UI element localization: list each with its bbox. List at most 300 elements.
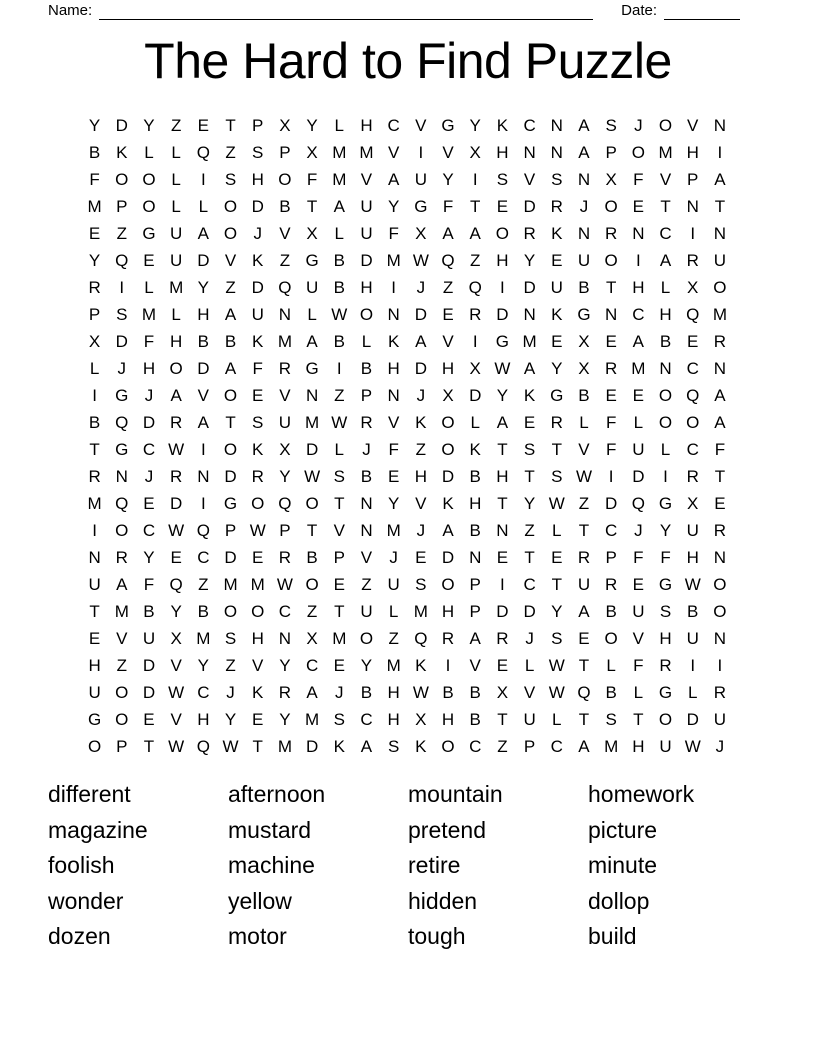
grid-letter: D [142,682,156,702]
grid-letter: Z [225,655,236,675]
grid-letter: L [633,682,644,702]
grid-letter: I [200,493,206,513]
grid-letter: R [251,466,264,486]
grid-letter: G [550,385,564,405]
grid-letter: V [632,628,645,648]
grid-letter: K [496,115,509,135]
grid-letter: O [251,601,265,621]
grid-letter: P [523,736,536,756]
grid-letter: W [168,736,185,756]
grid-letter: E [605,331,617,351]
grid-letter: S [496,169,509,189]
grid-letter: V [116,628,128,648]
grid-letter: T [306,196,318,216]
grid-letter: A [578,601,590,621]
grid-letter: Y [197,655,210,675]
grid-letter: W [222,736,239,756]
grid-letter: O [604,628,618,648]
grid-letter: Q [278,493,292,513]
grid-letter: Z [279,250,291,270]
grid-letter: T [334,601,345,621]
word-item: motor [228,923,287,950]
grid-letter: P [252,115,264,135]
grid-letter: H [496,250,509,270]
grid-letter: Z [198,574,209,594]
grid-letter: V [170,655,182,675]
grid-letter: A [306,331,318,351]
grid-letter: E [387,466,400,486]
grid-letter: U [523,709,536,729]
name-blank-line [99,3,593,20]
grid-letter: B [360,358,373,378]
grid-letter: O [223,223,238,243]
grid-letter: B [333,331,345,351]
grid-letter: D [142,655,156,675]
grid-letter: X [306,142,318,162]
grid-letter: W [331,304,348,324]
grid-letter: Z [388,628,399,648]
grid-letter: N [632,223,645,243]
grid-letter: D [414,304,427,324]
grid-letter: N [550,115,563,135]
grid-letter: M [250,574,265,594]
grid-letter: X [170,628,182,648]
grid-letter: I [635,250,641,270]
grid-letter: F [252,358,263,378]
grid-letter: F [388,223,399,243]
grid-letter: R [360,412,373,432]
grid-letter: N [387,304,400,324]
grid-letter: O [713,574,727,594]
grid-letter: F [605,439,617,459]
grid-letter: P [116,736,128,756]
grid-letter: T [551,439,562,459]
grid-letter: K [551,304,563,324]
grid-letter: H [686,142,699,162]
grid-letter: M [332,169,347,189]
grid-letter: L [198,196,209,216]
grid-letter: T [225,412,236,432]
grid-letter: N [659,358,672,378]
grid-letter: B [88,142,101,162]
grid-letter: T [497,439,508,459]
grid-letter: D [197,358,210,378]
grid-letter: Y [551,601,563,621]
grid-letter: X [442,385,454,405]
grid-letter: C [278,601,292,621]
grid-letter: R [496,628,509,648]
grid-letter: G [658,574,673,594]
grid-letter: E [88,628,101,648]
grid-letter: U [632,601,645,621]
grid-letter: K [387,331,400,351]
grid-letter: T [633,709,644,729]
grid-letter: E [442,304,454,324]
grid-letter: F [143,574,155,594]
grid-letter: Q [115,412,129,432]
grid-letter: N [550,142,563,162]
grid-letter: V [578,439,590,459]
grid-letter: H [197,709,210,729]
grid-letter: N [305,385,319,405]
grid-letter: X [687,493,699,513]
grid-letter: A [333,196,345,216]
grid-letter: B [224,331,237,351]
grid-letter: T [524,547,535,567]
grid-letter: X [88,331,101,351]
grid-letter: O [223,439,238,459]
grid-letter: Q [196,142,210,162]
grid-letter: T [605,277,617,297]
grid-letter: A [578,736,590,756]
grid-letter: R [686,466,699,486]
grid-letter: Y [469,115,481,135]
grid-letter: R [686,250,699,270]
grid-letter: Y [197,277,210,297]
grid-letter: V [197,385,210,405]
grid-letter: C [659,223,672,243]
grid-letter: K [252,250,264,270]
date-blank-line [664,3,740,20]
grid-letter: J [634,115,643,135]
grid-letter: I [663,466,668,486]
grid-letter: A [224,358,237,378]
grid-letter: B [143,601,155,621]
grid-letter: B [469,520,481,540]
grid-letter: R [713,520,727,540]
grid-letter: B [197,331,210,351]
grid-letter: Y [523,493,536,513]
grid-letter: T [714,466,726,486]
grid-letter: S [551,628,563,648]
grid-letter: V [224,250,237,270]
grid-letter: M [169,277,184,297]
grid-letter: K [333,736,345,756]
word-item: build [588,923,637,950]
grid-letter: E [252,709,264,729]
grid-letter: S [551,169,563,189]
grid-letter: O [604,196,618,216]
grid-letter: A [469,628,481,648]
grid-letter: X [306,628,318,648]
grid-letter: V [442,142,454,162]
grid-letter: B [469,682,481,702]
grid-letter: N [713,358,727,378]
name-date-row [48,2,740,20]
grid-letter: H [441,358,455,378]
grid-letter: K [415,655,427,675]
grid-letter: X [578,358,590,378]
grid-letter: U [88,574,101,594]
grid-letter: W [575,466,592,486]
grid-letter: I [690,223,696,243]
grid-letter: Y [88,115,101,135]
grid-letter: N [496,520,509,540]
grid-letter: S [224,628,237,648]
grid-letter: O [115,682,129,702]
grid-letter: D [523,601,536,621]
grid-letter: T [470,196,481,216]
grid-letter: K [252,331,264,351]
grid-letter: S [387,736,400,756]
grid-letter: B [333,250,345,270]
grid-letter: D [170,493,183,513]
grid-letter: B [88,412,101,432]
grid-letter: M [305,412,320,432]
grid-letter: O [441,574,455,594]
grid-letter: K [442,493,454,513]
grid-letter: N [278,628,292,648]
grid-letter: R [713,331,727,351]
grid-letter: U [251,304,264,324]
grid-letter: S [333,466,345,486]
grid-letter: I [336,358,342,378]
grid-letter: U [577,250,591,270]
word-item: homework [588,781,695,807]
grid-letter: U [360,196,373,216]
grid-letter: H [659,304,672,324]
grid-letter: T [89,439,100,459]
grid-letter: I [717,655,723,675]
grid-letter: W [249,520,266,540]
grid-letter: A [632,331,645,351]
grid-letter: C [605,520,618,540]
grid-letter: Q [115,493,129,513]
grid-letter: F [660,547,671,567]
grid-letter: K [415,412,427,432]
grid-letter: F [605,412,617,432]
grid-letter: Z [415,439,427,459]
grid-letter: K [116,142,128,162]
grid-letter: M [413,601,428,621]
grid-letter: S [252,412,264,432]
grid-letter: C [686,439,699,459]
grid-letter: V [523,169,536,189]
grid-letter: D [224,547,237,567]
grid-letter: D [469,385,482,405]
grid-letter: E [252,547,264,567]
word-list-column [588,777,768,955]
grid-letter: R [659,655,672,675]
grid-letter: Q [169,574,183,594]
grid-letter: R [170,412,183,432]
grid-letter: I [92,520,97,540]
grid-letter: X [279,439,291,459]
grid-letter: D [441,466,455,486]
grid-letter: I [418,142,424,162]
grid-letter: B [605,682,617,702]
grid-letter: O [115,709,129,729]
grid-letter: L [660,277,671,297]
grid-letter: M [604,736,619,756]
grid-letter: J [253,223,262,243]
grid-letter: J [335,682,344,702]
grid-letter: X [469,358,481,378]
grid-letter: R [115,547,128,567]
grid-letter: O [305,574,319,594]
grid-letter: O [631,142,645,162]
grid-letter: B [578,277,590,297]
grid-letter: I [690,655,696,675]
grid-letter: E [170,547,182,567]
grid-letter: Y [306,115,318,135]
grid-letter: U [88,682,101,702]
grid-letter: L [388,601,399,621]
grid-letter: V [360,547,373,567]
grid-letter: R [88,466,101,486]
grid-letter: I [200,169,206,189]
grid-letter: Y [279,709,291,729]
grid-letter: M [631,358,646,378]
grid-letter: J [579,196,589,216]
grid-letter: T [497,493,508,513]
grid-letter: L [524,655,535,675]
grid-letter: O [169,358,183,378]
grid-letter: Z [497,736,508,756]
page-title: The Hard to Find Puzzle [144,33,672,89]
grid-letter: A [197,223,210,243]
grid-letter: E [496,655,509,675]
grid-letter: W [331,412,348,432]
grid-letter: M [277,331,292,351]
grid-letter: G [414,196,428,216]
grid-letter: U [305,277,319,297]
grid-letter: D [414,358,427,378]
grid-letter: J [715,736,725,756]
grid-letter: Z [170,115,182,135]
grid-letter: B [442,682,454,702]
grid-letter: O [441,439,455,459]
grid-letter: W [548,493,565,513]
grid-letter: Y [387,196,400,216]
grid-letter: V [279,223,291,243]
grid-letter: U [659,736,672,756]
grid-letter: T [578,520,590,540]
grid-letter: M [522,331,537,351]
grid-letter: R [605,574,618,594]
grid-letter: O [359,628,374,648]
grid-letter: C [523,574,536,594]
grid-letter: L [171,304,181,324]
grid-letter: N [713,547,727,567]
word-list-column [228,777,408,955]
grid-letter: B [687,601,699,621]
grid-letter: X [306,223,318,243]
grid-letter: O [441,412,455,432]
grid-letter: H [441,601,455,621]
word-list-column [48,777,228,955]
grid-letter: E [143,250,155,270]
grid-letter: J [416,277,426,297]
grid-letter: A [714,385,726,405]
grid-letter: H [142,358,156,378]
grid-letter: U [713,250,727,270]
grid-letter: L [171,142,181,162]
grid-letter: R [170,466,183,486]
grid-letter: M [386,250,401,270]
grid-letter: T [252,736,263,756]
grid-letter: F [306,169,318,189]
grid-letter: V [523,682,536,702]
grid-letter: Z [442,277,454,297]
grid-letter: R [278,547,292,567]
grid-letter: V [469,655,481,675]
grid-letter: C [387,115,400,135]
grid-letter: T [334,493,345,513]
grid-letter: A [197,412,210,432]
grid-letter: U [686,520,699,540]
grid-letter: T [143,736,155,756]
grid-letter: R [469,304,482,324]
grid-letter: D [632,466,645,486]
grid-letter: S [605,709,617,729]
grid-letter: V [687,115,699,135]
grid-letter: M [223,574,238,594]
grid-letter: Q [686,385,700,405]
grid-letter: S [659,601,672,621]
grid-letter: P [360,385,373,405]
grid-letter: G [305,250,319,270]
grid-letter: E [551,331,563,351]
grid-letter: R [88,277,101,297]
grid-letter: R [441,628,455,648]
grid-letter: F [714,439,726,459]
word-item: retire [408,852,461,879]
grid-letter: M [141,304,157,324]
grid-letter: O [658,385,673,405]
grid-letter: L [144,142,154,162]
grid-letter: H [251,628,264,648]
word-item: afternoon [228,781,326,807]
grid-letter: I [200,439,206,459]
grid-letter: I [717,142,723,162]
grid-letter: A [224,304,237,324]
grid-letter: D [605,493,618,513]
grid-letter: R [523,223,536,243]
grid-letter: O [223,601,238,621]
grid-letter: U [387,574,400,594]
grid-letter: H [632,736,645,756]
grid-letter: O [359,304,374,324]
grid-letter: D [523,196,536,216]
grid-letter: C [550,736,563,756]
grid-letter: H [251,169,264,189]
grid-letter: L [171,169,181,189]
grid-letter: F [388,439,399,459]
grid-letter: W [684,736,701,756]
grid-letter: I [472,169,478,189]
grid-letter: E [252,385,264,405]
grid-letter: X [415,709,427,729]
grid-letter: S [415,574,427,594]
grid-letter: O [658,115,673,135]
grid-letter: V [442,331,454,351]
grid-letter: B [578,385,590,405]
grid-letter: L [171,196,181,216]
grid-letter: H [659,628,672,648]
grid-letter: H [414,466,427,486]
grid-letter: P [116,196,128,216]
grid-letter: J [416,385,426,405]
grid-letter: N [713,223,727,243]
grid-letter: E [632,196,645,216]
grid-letter: B [333,277,345,297]
grid-letter: U [360,223,373,243]
word-item: machine [228,852,315,879]
grid-letter: B [360,682,373,702]
grid-letter: T [89,601,100,621]
word-item: hidden [408,887,478,914]
